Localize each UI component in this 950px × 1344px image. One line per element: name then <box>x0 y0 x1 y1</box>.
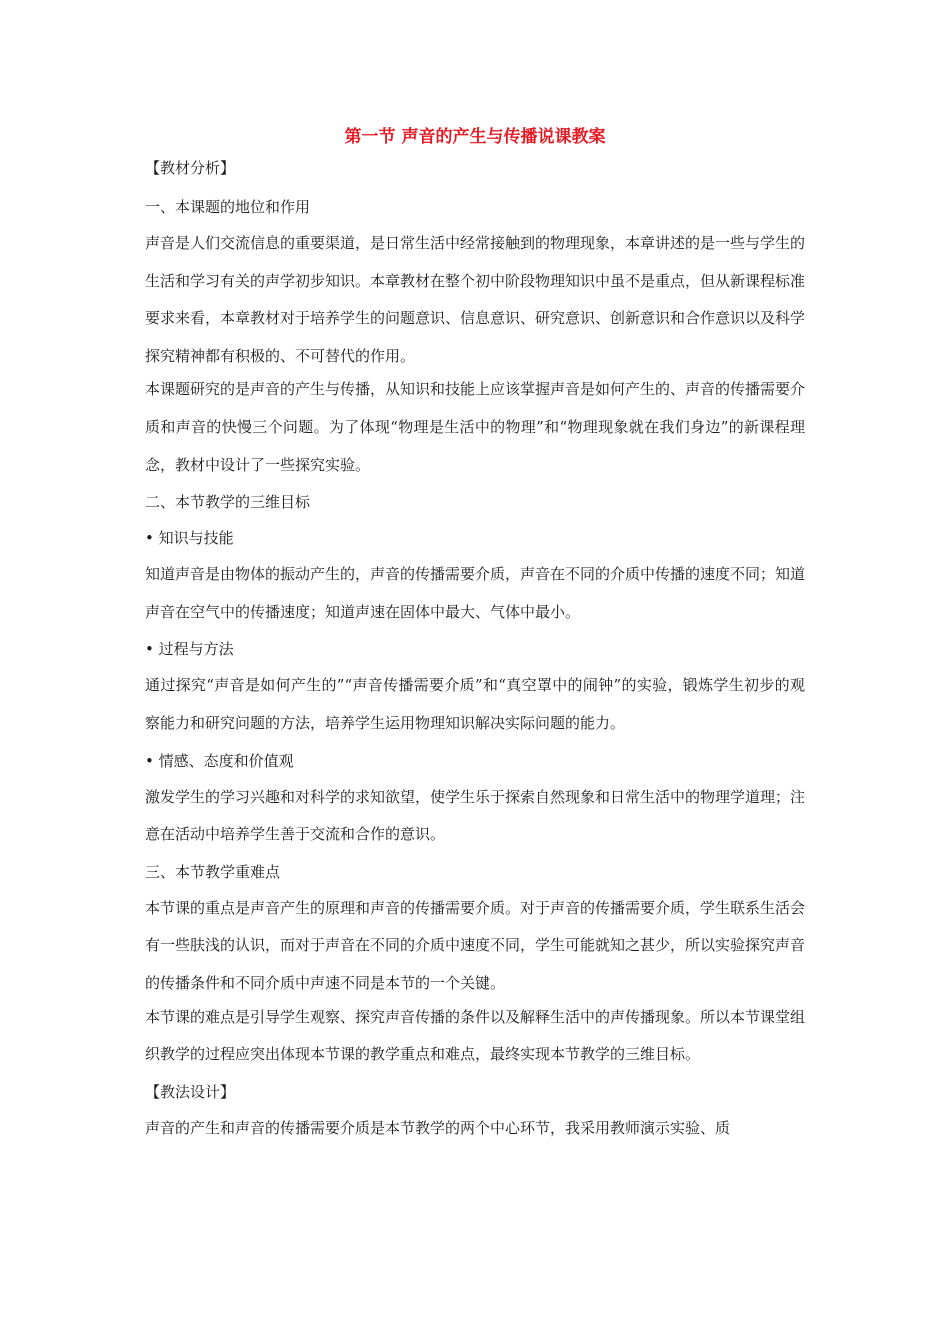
bullet-emotion-attitude-values: • 情感、态度和价值观 <box>145 751 294 770</box>
paragraph-5: 激发学生的学习兴趣和对科学的求知欲望，使学生乐于探索自然现象和日常生活中的物理学道理；注意在活动中培养学生善于交流和合作的意识。 <box>145 787 806 844</box>
paragraph-7: 本节课的难点是引导学生观察、探究声音传播的条件以及解释生活中的声传播现象。所以本节课堂组织教学的过程应突出体现本节课的教学重点和难点，最终实现本节教学的三维目标。 <box>145 1007 806 1064</box>
paragraph-8: 声音的产生和声音的传播需要介质是本节教学的两个中心环节，我采用教师演示实验、质 <box>145 1118 731 1137</box>
paragraph-1: 声音是人们交流信息的重要渠道，是日常生活中经常接触到的物理现象，本章讲述的是一些与学生的生活和学习有关的声学初步知识。本章教材在整个初中阶段物理知识中虽不是重点，但从新课程标准要求来看，本章教材对于培养学生的问题意识、信息意识、研究意识、创新意识和合作意识以及科学探究精神都有积极的、不可替代的作用。 <box>145 234 806 365</box>
paragraph-4: 通过探究“声音是如何产生的”“声音传播需要介质”和“真空罩中的闹钟”的实验，锻炼学生初步的观察能力和研究问题的方法，培养学生运用物理知识解决实际问题的能力。 <box>145 676 805 732</box>
paragraph-6: 本节课的重点是声音产生的原理和声音的传播需要介质。对于声音的传播需要介质，学生联系生活会有一些肤浅的认识，而对于声音在不同的介质中速度不同，学生可能就知之甚少，所以实验探究声音的传播条件和不同介质中声速不同是本节的一个关键。 <box>145 898 806 992</box>
page-title: 第一节 声音的产生与传播说课教案 <box>344 127 606 147</box>
paragraph-3: 知道声音是由物体的振动产生的，声音的传播需要介质，声音在不同的介质中传播的速度不同；知道声音在空气中的传播速度；知道声速在固体中最大、气体中最小。 <box>145 565 806 621</box>
section-heading-teaching-method-design: 【教法设计】 <box>145 1082 236 1101</box>
bullet-process-and-method: • 过程与方法 <box>145 640 234 659</box>
subheading-three-dimensional-goals: 二、本节教学的三维目标 <box>145 493 311 512</box>
paragraph-2: 本课题研究的是声音的产生与传播，从知识和技能上应该掌握声音是如何产生的、声音的传播需要介质和声音的快慢三个问题。为了体现“物理是生活中的物理”和“物理现象就在我们身边”的新课程理念，教材中设计了一些探究实验。 <box>145 380 806 474</box>
section-heading-textbook-analysis: 【教材分析】 <box>145 159 236 177</box>
bullet-knowledge-and-skills: • 知识与技能 <box>145 529 234 548</box>
subheading-status-and-role: 一、本课题的地位和作用 <box>145 198 311 216</box>
subheading-key-and-difficult-points: 三、本节教学重难点 <box>145 862 281 881</box>
document-body <box>145 158 805 1147</box>
